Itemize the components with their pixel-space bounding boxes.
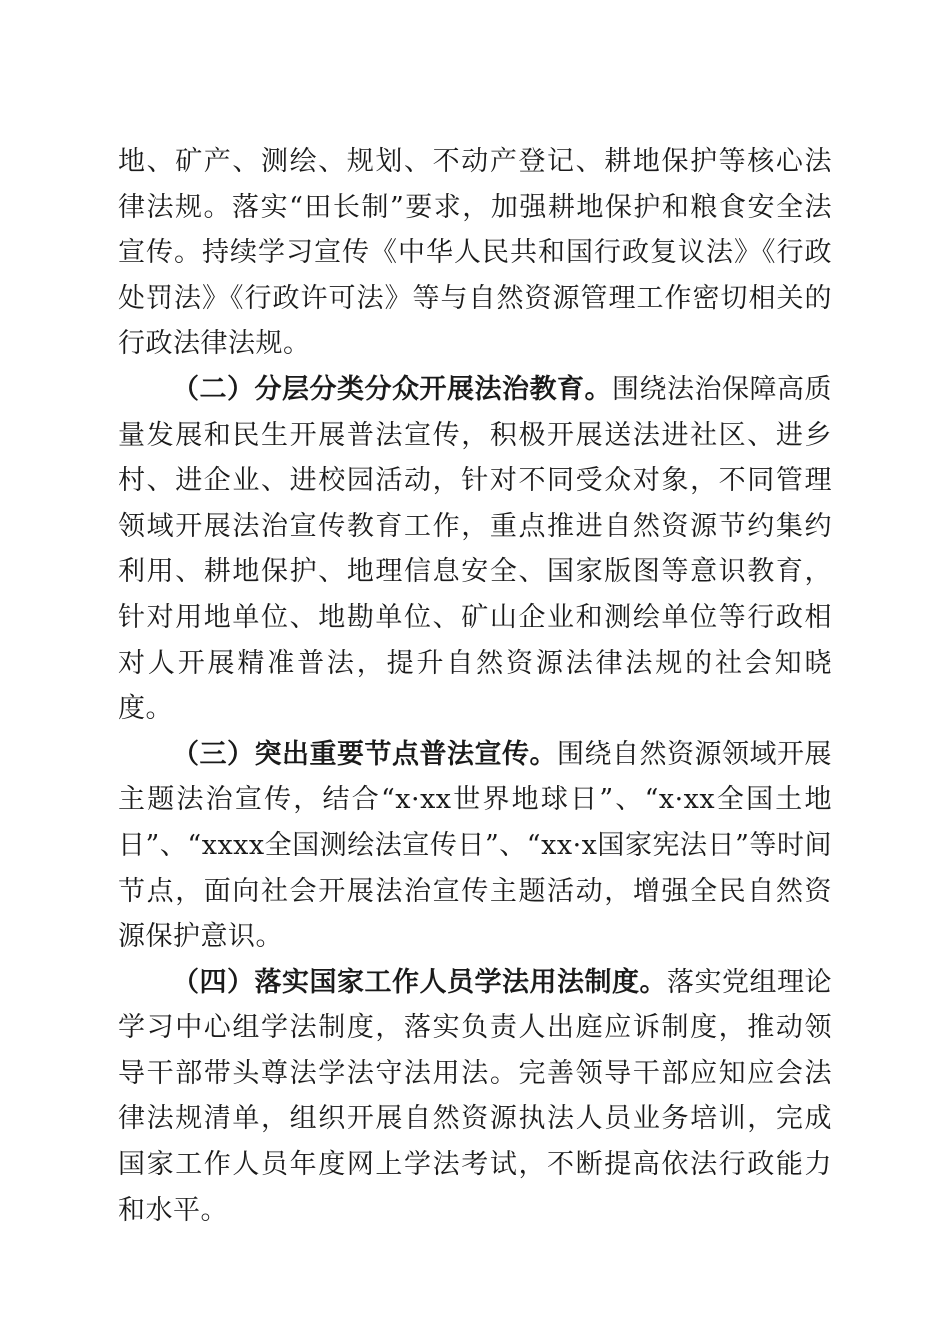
paragraph-section-3 bbox=[118, 732, 832, 960]
document-body bbox=[118, 139, 832, 1233]
paragraph-section-4 bbox=[118, 960, 832, 1234]
paragraph-section-2 bbox=[118, 367, 832, 732]
section-heading: （四）落实国家工作人员学法用法制度。 bbox=[172, 966, 667, 998]
section-heading: （三）突出重要节点普法宣传。 bbox=[172, 738, 557, 770]
paragraph-text: 落实党组理论学习中心组学法制度，落实负责人出庭应诉制度，推动领导干部带头尊法学法守法用法。完善领导干部应知应会法律法规清单，组织开展自然资源执法人员业务培训，完成国家工作人员年度网上学法考试，不断提高依法行政能力和水平。 bbox=[118, 966, 832, 1226]
section-heading: （二）分层分类分众开展法治教育。 bbox=[172, 373, 612, 405]
paragraph-continuation bbox=[118, 139, 832, 367]
paragraph-text: 围绕法治保障高质量发展和民生开展普法宣传，积极开展送法进社区、进乡村、进企业、进校园活动，针对不同受众对象，不同管理领域开展法治宣传教育工作，重点推进自然资源节约集约利用、耕地保护、地理信息安全、国家版图等意识教育，针对用地单位、地勘单位、矿山企业和测绘单位等行政相对人开展精准普法，提升自然资源法律法规的社会知晓度。 bbox=[118, 373, 832, 725]
paragraph-text: 围绕自然资源领域开展主题法治宣传，结合“x·xx世界地球日”、“x·xx全国土地日”、“xxxx全国测绘法宣传日”、“xx·x国家宪法日”等时间节点，面向社会开展法治宣传主题活动，增强全民自然资源保护意识。 bbox=[118, 738, 832, 953]
paragraph-text: 地、矿产、测绘、规划、不动产登记、耕地保护等核心法律法规。落实“田长制”要求，加强耕地保护和粮食安全法宣传。持续学习宣传《中华人民共和国行政复议法》《行政处罚法》《行政许可法》等与自然资源管理工作密切相关的行政法律法规。 bbox=[118, 146, 832, 360]
